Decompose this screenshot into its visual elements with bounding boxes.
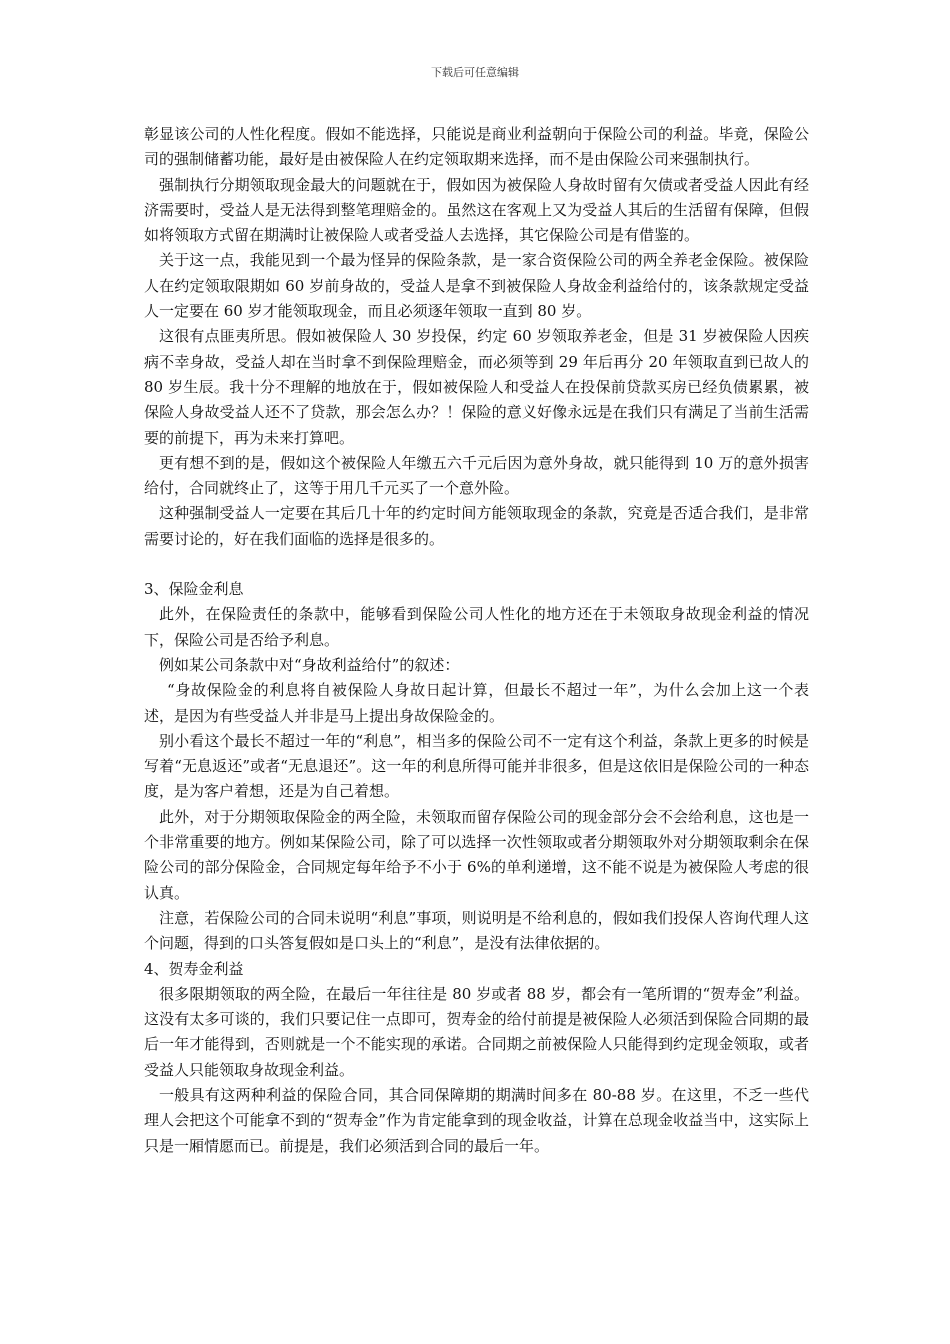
paragraph: 更有想不到的是，假如这个被保险人年缴五六千元后因为意外身故，就只能得到 10 万的意外损害给付，合同就终止了，这等于用几千元买了一个意外险。 bbox=[144, 453, 809, 498]
paragraph: 这很有点匪夷所思。假如被保险人 30 岁投保，约定 60 岁领取养老金，但是 31 岁被保险人因疾病不幸身故，受益人却在当时拿不到保险理赔金，而必须等到 29 年后再分 20 年领取直到已故人的 80 岁生辰。我十分不理解的地放在于，假如被保险人和受益人在投保前贷款买房已经负债累累，被保险人身故受益人还不了贷款，那会怎么办？！保险的意义好像永远是在我们只有满足了当前生活需要的前提下，再为未来打算吧。 bbox=[144, 327, 809, 447]
paragraph: 关于这一点，我能见到一个最为怪异的保险条款，是一家合资保险公司的两全养老金保险。被保险人在约定领取限期如 60 岁前身故的，受益人是拿不到被保险人身故金利益给付的，该条款规定受益人一定要在 60 岁才能领取现金，而且必须逐年领取一直到 80 岁。 bbox=[144, 251, 809, 321]
blank-line bbox=[144, 552, 809, 577]
paragraph: 例如某公司条款中对“身故利益给付”的叙述： bbox=[159, 655, 460, 674]
paragraph: 这种强制受益人一定要在其后几十年的约定时间方能领取现金的条款，究竟是否适合我们，是非常需要讨论的，好在我们面临的选择是很多的。 bbox=[144, 504, 809, 548]
paragraph: 彰显该公司的人性化程度。假如不能选择，只能说是商业利益朝向于保险公司的利益。毕竟，保险公司的强制储蓄功能，最好是由被保险人在约定领取期来选择，而不是由保险公司来强制执行。 bbox=[144, 125, 809, 169]
quote-paragraph: “身故保险金的利息将自被保险人身故日起计算，但最长不超过一年”，为什么会加上这一个表述，是因为有些受益人并非是马上提出身故保险金的。 bbox=[144, 681, 809, 725]
paragraph: 一般具有这两种利益的保险合同，其合同保障期的期满时间多在 80-88 岁。在这里，不乏一些代理人会把这个可能拿不到的“贺寿金”作为肯定能拿到的现金收益，计算在总现金收益当中，这实际上只是一厢情愿而已。前提是，我们必须活到合同的最后一年。 bbox=[144, 1085, 809, 1155]
paragraph: 此外，在保险责任的条款中，能够看到保险公司人性化的地方还在于未领取身故现金利益的情况下，保险公司是否给予利息。 bbox=[144, 605, 809, 649]
page-header: 下载后可任意编辑 bbox=[431, 66, 519, 79]
paragraph: 注意，若保险公司的合同未说明“利息”事项，则说明是不给利息的，假如我们投保人咨询代理人这个问题，得到的口头答复假如是口头上的“利息”，是没有法律依据的。 bbox=[144, 908, 809, 953]
section-heading: 4、贺寿金利益 bbox=[144, 959, 244, 978]
section-heading: 3、保险金利息 bbox=[144, 580, 244, 599]
paragraph: 强制执行分期领取现金最大的问题就在于，假如因为被保险人身故时留有欠债或者受益人因此有经济需要时，受益人是无法得到整笔理赔金的。虽然这在客观上又为受益人其后的生活留有保障，但假如将领取方式留在期满时让被保险人或者受益人去选择，其它保险公司是有借鉴的。 bbox=[144, 175, 809, 245]
paragraph: 别小看这个最长不超过一年的“利息”，相当多的保险公司不一定有这个利益，条款上更多的时候是写着“无息返还”或者“无息退还”。这一年的利息所得可能并非很多，但是这依旧是保险公司的一种态度，是为客户着想，还是为自己着想。 bbox=[144, 731, 809, 801]
paragraph: 很多限期领取的两全险，在最后一年往往是 80 岁或者 88 岁，都会有一笔所谓的“贺寿金”利益。这没有太多可谈的，我们只要记住一点即可，贺寿金的给付前提是被保险人必须活到保险合同期的最后一年才能得到，否则就是一个不能实现的承诺。合同期之前被保险人只能得到约定现金领取，或者受益人只能领取身故现金利益。 bbox=[144, 984, 809, 1079]
paragraph: 此外，对于分期领取保险金的两全险，未领取而留存保险公司的现金部分会不会给利息，这也是一个非常重要的地方。例如某保险公司，除了可以选择一次性领取或者分期领取外对分期领取剩余在保险公司的部分保险金，合同规定每年给予不小于 6%的单利递增，这不能不说是为被保险人考虑的很认真。 bbox=[144, 807, 809, 902]
document-body bbox=[144, 122, 809, 1159]
